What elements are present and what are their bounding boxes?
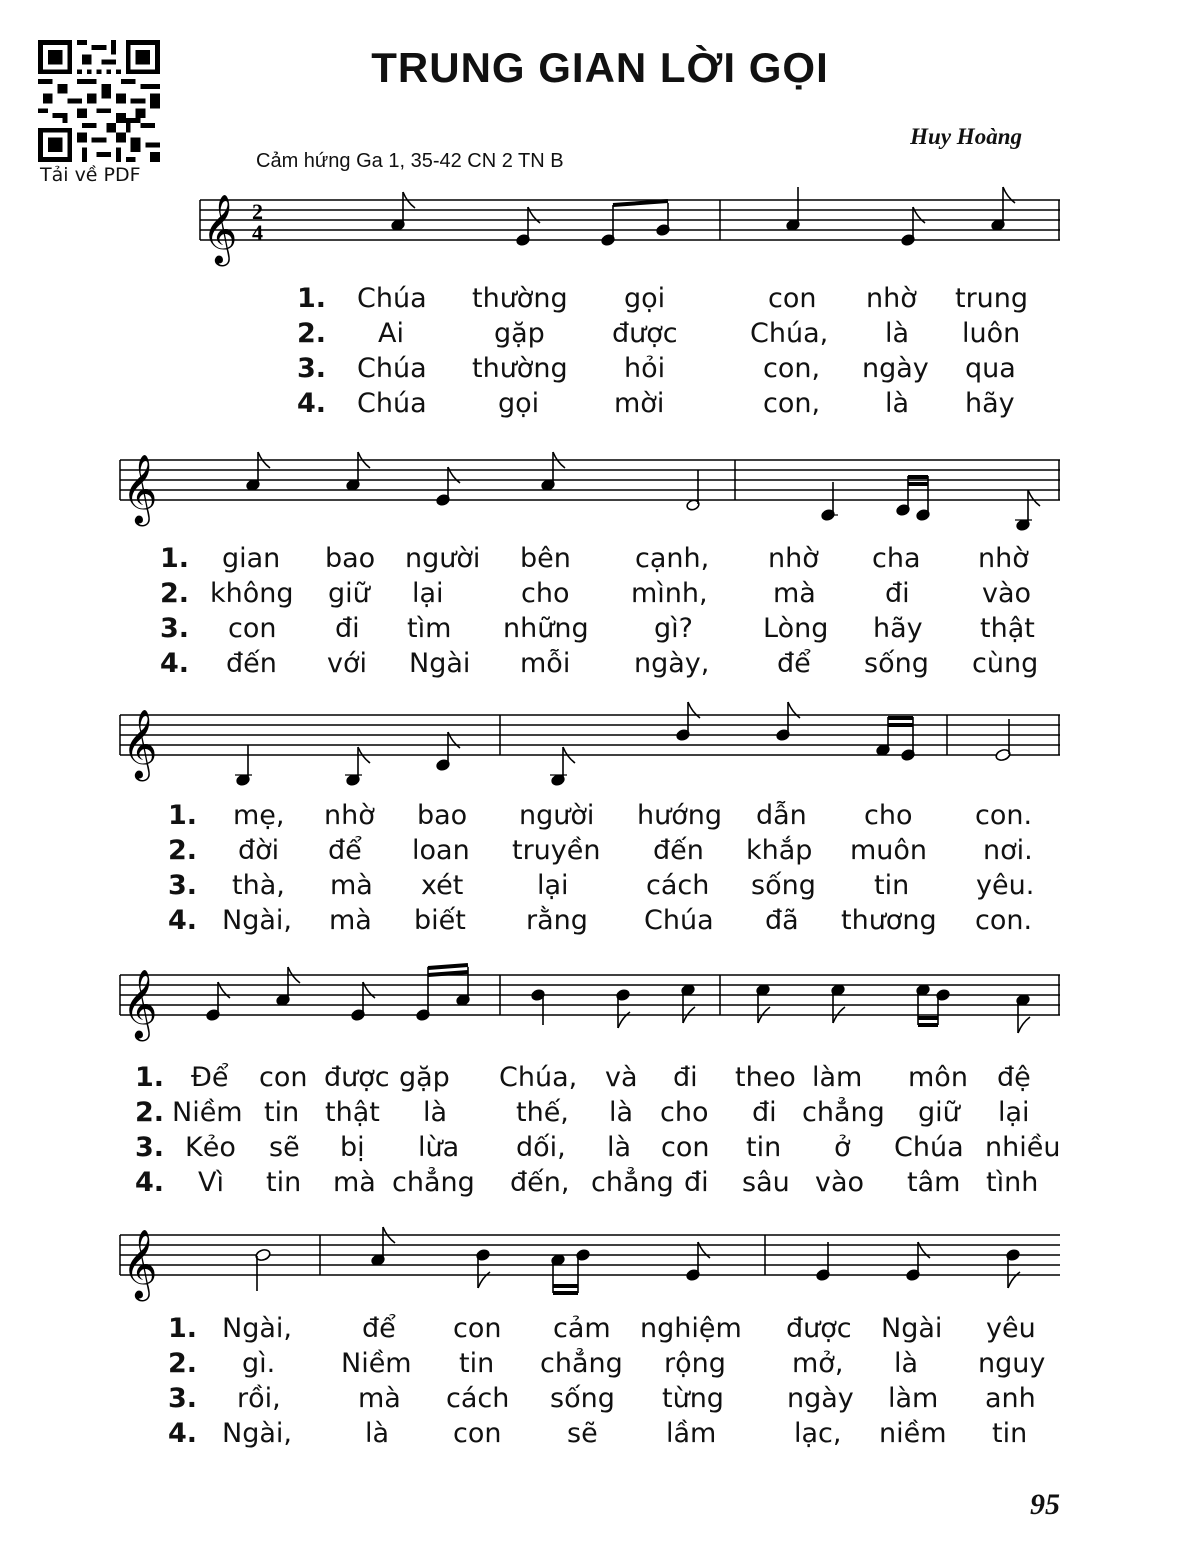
lyric-word: rồi, [237,1383,281,1414]
lyric-word: đến, [510,1167,570,1198]
lyric-word: sống [864,648,929,679]
lyric-word: thường [472,283,568,314]
lyric-word: giữ [328,578,370,609]
lyric-word: bên [520,543,571,574]
time-signature-top: 2 [252,199,263,224]
lyric-word: con. [975,800,1033,831]
lyric-word: ngày [787,1383,854,1414]
lyric-word: chẳng [540,1348,623,1379]
lyric-word: bao [417,800,468,831]
lyric-word: cho [864,800,913,831]
lyric-word: gọi [624,283,666,314]
verse-number: 3. [135,1132,165,1163]
lyric-word: con, [763,388,821,419]
lyric-word: Ngài, [222,1313,292,1344]
lyric-word: dẫn [756,800,807,831]
verse-number: 2. [135,1097,165,1128]
lyric-word: con, [763,353,821,384]
lyric-word: lầm [666,1418,717,1449]
verse-number: 1. [135,1062,165,1093]
music-staff-system-2 [110,440,1070,540]
lyric-word: lại [998,1097,1030,1128]
lyric-word: thường [472,353,568,384]
lyric-word: yêu. [976,870,1035,901]
lyric-word: là [894,1348,919,1379]
lyric-word: Chúa [357,388,427,419]
lyric-word: tâm [907,1167,961,1198]
lyric-word: chẳng [591,1167,674,1198]
lyric-word: là [607,1132,632,1163]
lyric-word: được [612,318,678,349]
verse-number: 3. [297,353,327,384]
lyric-word: thương [841,905,937,936]
lyric-word: dối, [516,1132,566,1163]
lyric-word: người [519,800,595,831]
lyric-word: thật [325,1097,380,1128]
lyric-word: Chúa [357,283,427,314]
lyric-word: gì? [654,613,693,644]
lyric-word: gặp [399,1062,450,1093]
lyric-word: Để [191,1062,229,1093]
lyric-word: để [362,1313,396,1344]
verse-number: 1. [297,283,327,314]
lyric-word: đệ [997,1062,1031,1093]
page-number: 95 [1030,1488,1060,1521]
lyric-word: thà, [232,870,285,901]
lyric-word: theo [735,1062,796,1093]
lyric-word: để [328,835,362,866]
lyric-word: truyền [512,835,601,866]
lyric-word: mà [329,905,372,936]
verse-number: 1. [160,543,190,574]
lyric-word: tin [874,870,910,901]
lyric-word: tìm [407,613,452,644]
lyric-word: ngày [862,353,929,384]
lyric-word: không [210,578,294,609]
lyric-word: luôn [962,318,1021,349]
lyric-word: sâu [742,1167,790,1198]
lyric-word: tình [986,1167,1039,1198]
lyric-word: nhờ [978,543,1029,574]
treble-clef-icon: 𝄞 [122,454,158,524]
song-title: TRUNG GIAN LỜI GỌI [371,44,829,91]
lyric-word: là [885,318,910,349]
verse-number: 4. [135,1167,165,1198]
lyric-word: loan [412,835,470,866]
verse-number: 3. [168,870,198,901]
lyric-word: Chúa, [499,1062,578,1093]
lyric-word: thế, [516,1097,569,1128]
lyric-word: Chúa [357,353,427,384]
verse-number: 4. [297,388,327,419]
lyric-word: cách [446,1383,510,1414]
music-staff-system-3 [110,695,1070,795]
lyric-word: Niềm [172,1097,243,1128]
verse-number: 2. [297,318,327,349]
lyric-word: qua [965,353,1016,384]
lyric-word: là [423,1097,448,1128]
lyric-word: đi [335,613,360,644]
verse-number: 2. [168,835,198,866]
lyric-word: tin [746,1132,782,1163]
lyric-word: ngày, [634,648,710,679]
lyric-word: cách [646,870,710,901]
lyric-word: hãy [965,388,1015,419]
lyric-word: những [503,613,589,644]
lyric-word: con [259,1062,308,1093]
verse-number: 3. [160,613,190,644]
lyric-word: tin [459,1348,495,1379]
lyric-word: tin [992,1418,1028,1449]
lyric-word: anh [985,1383,1036,1414]
lyric-word: con [228,613,277,644]
lyric-word: hãy [873,613,923,644]
treble-clef-icon: 𝄞 [122,709,158,779]
treble-clef-icon: 𝄞 [122,1229,158,1299]
lyric-word: cho [660,1097,709,1128]
lyric-word: nhờ [768,543,819,574]
time-signature-bottom: 4 [252,220,263,245]
lyric-word: sống [550,1383,615,1414]
lyric-word: tin [264,1097,300,1128]
lyric-word: mời [614,388,665,419]
lyric-word: là [609,1097,634,1128]
lyric-word: người [405,543,481,574]
lyric-word: để [777,648,811,679]
lyric-word: Vì [198,1167,224,1198]
lyric-word: giữ [918,1097,960,1128]
lyric-word: nhiều [985,1132,1061,1163]
lyric-word: lạc, [794,1418,842,1449]
lyric-word: chẳng [802,1097,885,1128]
lyric-word: Chúa, [750,318,829,349]
lyric-word: nhờ [866,283,917,314]
lyric-word: nhờ [324,800,375,831]
lyric-word: đời [238,835,280,866]
lyric-word: mở, [792,1348,844,1379]
lyric-word: làm [812,1062,863,1093]
lyric-word: yêu [986,1313,1036,1344]
lyric-word: nơi. [983,835,1033,866]
lyric-word: Ngài, [222,1418,292,1449]
lyric-word: đến [653,835,704,866]
lyric-word: từng [662,1383,724,1414]
lyric-word: mình, [631,578,708,609]
lyric-word: Chúa [894,1132,964,1163]
lyric-word: gian [222,543,281,574]
lyric-word: khắp [746,835,813,866]
lyric-word: Ngài [881,1313,943,1344]
lyric-word: đi [885,578,910,609]
lyric-word: cha [872,543,921,574]
lyric-word: ở [834,1132,851,1163]
lyric-word: gì. [242,1348,276,1379]
lyric-word: lừa [418,1132,460,1163]
verse-number: 4. [160,648,190,679]
lyric-word: con [768,283,817,314]
lyric-word: nghiệm [640,1313,742,1344]
lyric-word: rộng [664,1348,726,1379]
lyric-word: là [885,388,910,419]
lyric-word: gặp [494,318,545,349]
lyric-word: hướng [637,800,722,831]
lyric-word: lại [537,870,569,901]
verse-number: 1. [168,1313,198,1344]
lyric-word: Ngài, [222,905,292,936]
lyric-word: Niềm [341,1348,412,1379]
lyric-word: niềm [879,1418,947,1449]
lyric-word: mà [773,578,816,609]
lyric-word: đến [226,648,277,679]
lyric-word: đi [752,1097,777,1128]
lyric-word: cho [521,578,570,609]
scripture-reference: Cảm hứng Ga 1, 35-42 CN 2 TN B [256,150,564,172]
lyric-word: môn [908,1062,968,1093]
lyric-word: xét [421,870,464,901]
verse-number: 4. [168,905,198,936]
lyric-word: con [453,1418,502,1449]
lyric-word: cạnh, [635,543,710,574]
lyric-word: sẽ [269,1132,300,1163]
lyric-word: mà [358,1383,401,1414]
lyric-word: vào [982,578,1032,609]
lyric-word: Kẻo [185,1132,236,1163]
lyric-word: lại [412,578,444,609]
lyric-word: bao [325,543,376,574]
lyric-word: biết [414,905,466,936]
lyric-word: con. [975,905,1033,936]
lyric-word: bị [340,1132,365,1163]
lyric-word: làm [888,1383,939,1414]
lyric-word: thật [980,613,1035,644]
lyric-word: đã [765,905,799,936]
music-staff-system-1 [190,175,1070,275]
lyric-word: Ngài [409,648,471,679]
lyric-word: muôn [850,835,928,866]
lyric-word: mà [333,1167,376,1198]
lyric-word: con [453,1313,502,1344]
lyric-word: chẳng [392,1167,475,1198]
treble-clef-icon: 𝄞 [122,969,158,1039]
lyric-word: cảm [553,1313,611,1344]
lyric-word: hỏi [624,353,666,384]
verse-number: 1. [168,800,198,831]
lyric-word: với [327,648,367,679]
lyric-word: rằng [526,905,588,936]
lyric-word: mỗi [520,648,571,679]
verse-number: 3. [168,1383,198,1414]
lyric-word: sống [751,870,816,901]
lyric-word: tin [266,1167,302,1198]
verse-number: 4. [168,1418,198,1449]
lyric-word: là [365,1418,390,1449]
lyric-word: được [324,1062,390,1093]
verse-number: 2. [168,1348,198,1379]
lyric-word: sẽ [567,1418,598,1449]
treble-clef-icon: 𝄞 [202,194,238,264]
lyric-word: mà [330,870,373,901]
music-staff-system-5 [110,1215,1070,1315]
lyric-word: Chúa [644,905,714,936]
composer-name: Huy Hoàng [910,124,1022,149]
lyric-word: vào [815,1167,865,1198]
lyric-word: mẹ, [233,800,285,831]
lyric-word: Ai [378,318,404,349]
lyric-word: đi [673,1062,698,1093]
download-pdf-link[interactable]: Tải về PDF [40,164,141,186]
lyric-word: cùng [972,648,1039,679]
lyric-word: đi [684,1167,709,1198]
lyric-word: được [786,1313,852,1344]
lyric-word: nguy [978,1348,1046,1379]
lyric-word: và [605,1062,638,1093]
music-staff-system-4 [110,955,1070,1055]
lyric-word: Lòng [763,613,829,644]
verse-number: 2. [160,578,190,609]
lyric-word: trung [955,283,1029,314]
lyric-word: gọi [498,388,540,419]
lyric-word: con [661,1132,710,1163]
